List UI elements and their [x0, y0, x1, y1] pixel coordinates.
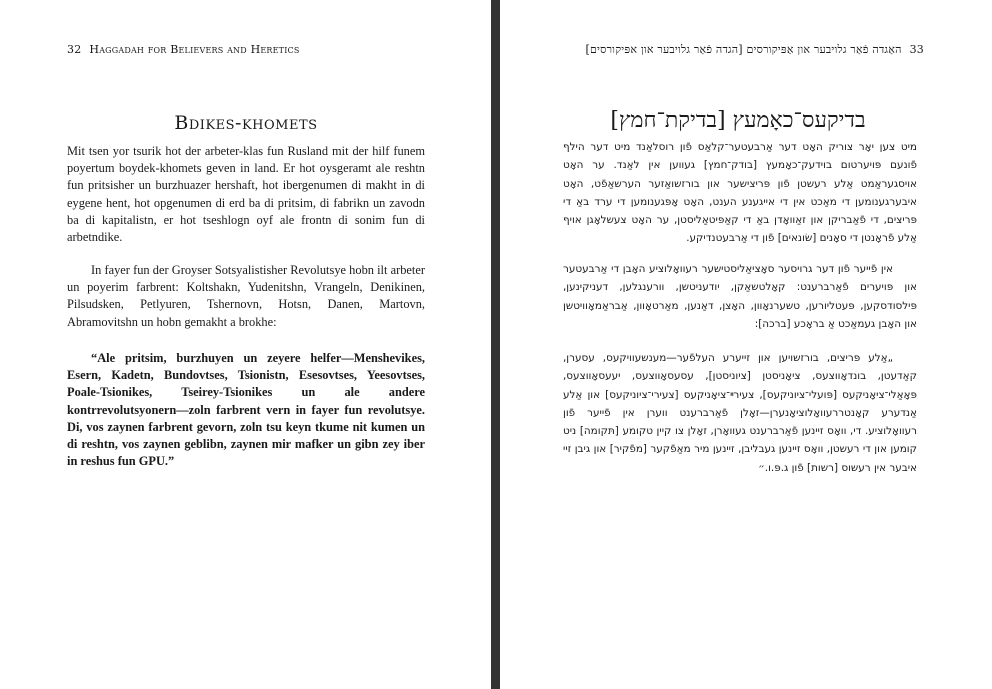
paragraph-left-2: In fayer fun der Groyser Sotsyalistisher Revolutsye hobn ilt arbeter un poyerim farbrent: Koltshakn, Yudenitshn, Vrangeln, Denikinen, Pilsudsken, Petlyuren, Tshernovn, Hotsn, Danen, Martovn, Abramovitshn un hobn gemakht a brokhe:: [67, 263, 425, 329]
running-head-left: [67, 43, 300, 56]
running-head-title-left: Haggadah for Believers and Heretics: [89, 43, 300, 56]
paragraph-right-2: אין פֿייער פֿון דער גרויסער סאָציאַליסטישער רעוואָלוציע האָבן די אַרבעטער און פּויערים פֿאַרברענט: קאָלטשאַקן, יודעניטשן, וורענגלען, דעניקינען, פּילסודסקען, פּעטליורען, טשערנאָוון, האָצן, דאַנען, מאַרטאָוון, אַבראַמאָוויטשן און האָבן געמאַכט אַ בראָכע [ברכה]:: [563, 263, 917, 330]
running-head-right: [585, 43, 924, 56]
page-number-left: 32: [67, 43, 82, 56]
chapter-title-right: בדיקעס־כאָמעץ [בדיקת־חמץ]: [610, 108, 866, 133]
paragraph-right-3: „אַלע פּריצים, בורזשויען און זייערע העלפֿער—מענשעוויקעס, עסערן, קאַדעטן, בונדאָווצעס, ציאָניסטן [ציוניסטן], עסעסאָווצעס, יעעסאָווצעס, פּאָאַלי־ציאָניקעס [פּועלי־ציוניקעס], צעירײ־ציאָניקעס [צעירי־ציוניקעס] און אַלע אַנדערע קאָנטררעוואָלוציאָנערן—זאָלן פֿאַרברענט ווערן אין פֿייער פֿון רעוואָלוציע. די, וואָס זיינען פֿאַרברענט געוואָרן, זאָלן צו קיין טקומע [תּקומה] ניט קומען און די רעשטן, וואָס זיינען געבליבן, זיינען מיר מאַפֿקער [מפֿקיר] און גיבן זיי איבער אין רעשוס [רשות] פֿון ג.פּ.ו.״: [563, 352, 917, 474]
paragraph-left-1: Mit tsen yor tsurik hot der arbeter-klas fun Rusland mit der hilf funem poyertum boydek-khomets geven in land. Er hot oysgeramt ale reshtn fun pritsisher un burzhuazer hershaft, hot ibergenumen di makht in di eygene hent, hot opgenumen di erd ba di pritsim, di fabrikn un zavodn ba di kapitalistn, er hot tseshlogn oyf ale frontn di sonim fun di arbetndike.: [67, 144, 425, 245]
page-number-right: 33: [909, 43, 924, 56]
paragraph-right-1: מיט צען יאָר צוריק האָט דער אַרבעטער־קלאַס פֿון רוסלאַנד מיט דער הילף פֿונעם פּויערטום בוידעק־כאָמעץ [בודק־חמץ] געווען אין לאַנד. ער האָט אויסגעראַמט אַלע רעשטן פֿון פּריצישער און בורזשואַזער הערשאַפֿט, האָט איבערגענומען די מאַכט אין די אייגענע הענט, האָט אָפּגענומען די ערד באַ די פּריצים, די פֿאַבריקן און זאַוואָדן באַ די קאַפּיטאַליסטן, ער האָט צעשלאָגן אויף אַלע פֿראָנטן די סאָנים [שׂונאים] פֿון די אַרבעטנדיקע.: [563, 141, 917, 245]
book-gutter: [491, 0, 500, 689]
left-page: [0, 0, 491, 689]
right-page: [500, 0, 992, 689]
running-head-title-right: האַגדה פֿאַר גלויבער און אַפּיקורסים [הגדה פֿאַר גלויבער און אפּיקורסים]: [585, 43, 902, 56]
paragraph-left-3: “Ale pritsim, burzhuyen un zeyere helfer—Menshevikes, Esern, Kadetn, Bundovtses, Tsionistn, Esesovtses, Yeesovtses, Poale-Tsionikes, Tseirey-Tsionikes un ale andere kontrrevolutsyonern—zoln farbrent vern in fayer fun revolutsye. Di, vos zaynen farbrent gevorn, zoln tsu keyn tkume nit kumen un di reshtn, vos zaynen geblibn, zaynen mir mafker un gibn zey iber in reshus fun GPU.”: [67, 351, 425, 469]
chapter-title-left: Bdikes-khomets: [174, 112, 318, 134]
